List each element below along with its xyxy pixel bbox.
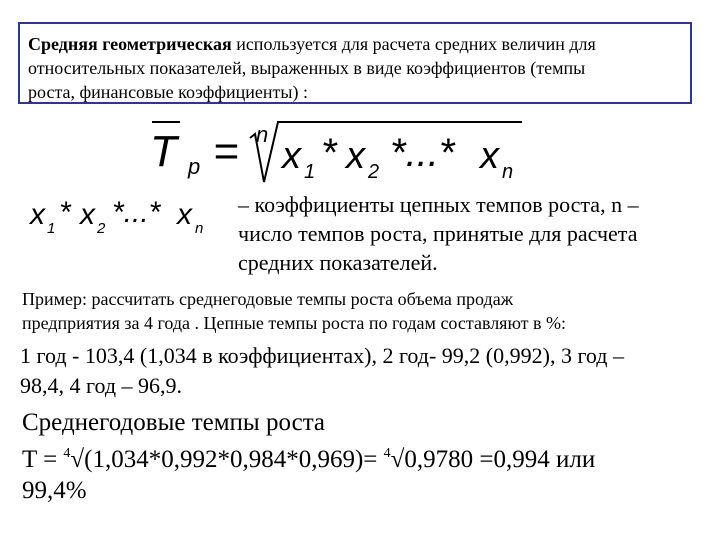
example-intro	[22, 287, 712, 335]
definition-box	[18, 22, 692, 104]
result-eq-prefix: T =	[22, 446, 64, 473]
var-star-1: *	[59, 196, 71, 229]
example-intro-line-1: Пример: рассчитать среднегодовые темпы роста объема продаж	[22, 289, 514, 309]
geometric-mean-formula-svg	[0, 112, 720, 192]
radicand-sub-1: 1	[304, 161, 316, 183]
variables-formula-svg	[26, 190, 226, 250]
variables-description-line-2: число темпов роста, принятые для расчета	[238, 221, 638, 246]
var-x1: x	[30, 198, 45, 231]
radicand-xn: x	[480, 135, 499, 177]
variables-description-line-3: средних показателей.	[238, 250, 438, 275]
var-sub-2: 2	[97, 220, 106, 237]
result-expression-2: √0,9780 =0,994 или	[390, 446, 596, 473]
var-xn: x	[177, 198, 192, 231]
root-index: n	[256, 122, 269, 147]
example-intro-line-2: предприятия за 4 года . Цепные темпы роста по годам составляют в %:	[22, 313, 567, 333]
result-block	[22, 407, 712, 506]
definition-term: Средняя геометрическая	[28, 34, 232, 54]
example-data	[20, 341, 710, 401]
example-data-line-2: 98,4, 4 год – 96,9.	[20, 373, 183, 398]
variables-description-line-1: – коэффициенты цепных темпов роста, n –	[238, 192, 639, 217]
equals-sign: =	[213, 127, 239, 176]
variables-formula	[26, 190, 226, 250]
radicand-x1: x	[282, 135, 301, 177]
geometric-mean-formula	[0, 112, 720, 192]
result-heading: Среднегодовые темпы роста	[22, 409, 326, 436]
lhs-letter: T	[150, 127, 177, 176]
radicand-sub-2: 2	[368, 161, 380, 183]
definition-line-1-rest: используется для расчета средних величин для	[231, 34, 596, 54]
var-x2: x	[80, 198, 95, 231]
var-sub-1: 1	[47, 220, 56, 237]
radicand-x2: x	[346, 135, 365, 177]
radicand-star-1: *	[321, 131, 337, 175]
lhs-subscript: p	[188, 154, 201, 179]
var-ellipsis: *...*	[112, 196, 161, 229]
var-sub-n: n	[195, 220, 204, 237]
result-root-index-2: 4	[383, 446, 391, 461]
variables-description	[238, 190, 708, 277]
radicand-sub-n: n	[502, 161, 514, 183]
example-data-line-1: 1 год - 103,4 (1,034 в коэффициентах), 2 год- 99,2 (0,992), 3 год –	[20, 343, 624, 368]
definition-line-2: относительных показателей, выраженных в виде коэффициентов (темпы	[28, 58, 586, 78]
definition-line-3: роста, финансовые коэффициенты) :	[28, 82, 309, 102]
radicand-ellipsis: *...*	[390, 131, 455, 175]
result-root-index-1: 4	[63, 446, 71, 461]
definition-line-1	[28, 32, 680, 56]
result-equation	[22, 438, 712, 475]
result-percent: 99,4%	[22, 477, 87, 504]
result-expression-1: √(1,034*0,992*0,984*0,969)=	[70, 446, 384, 473]
